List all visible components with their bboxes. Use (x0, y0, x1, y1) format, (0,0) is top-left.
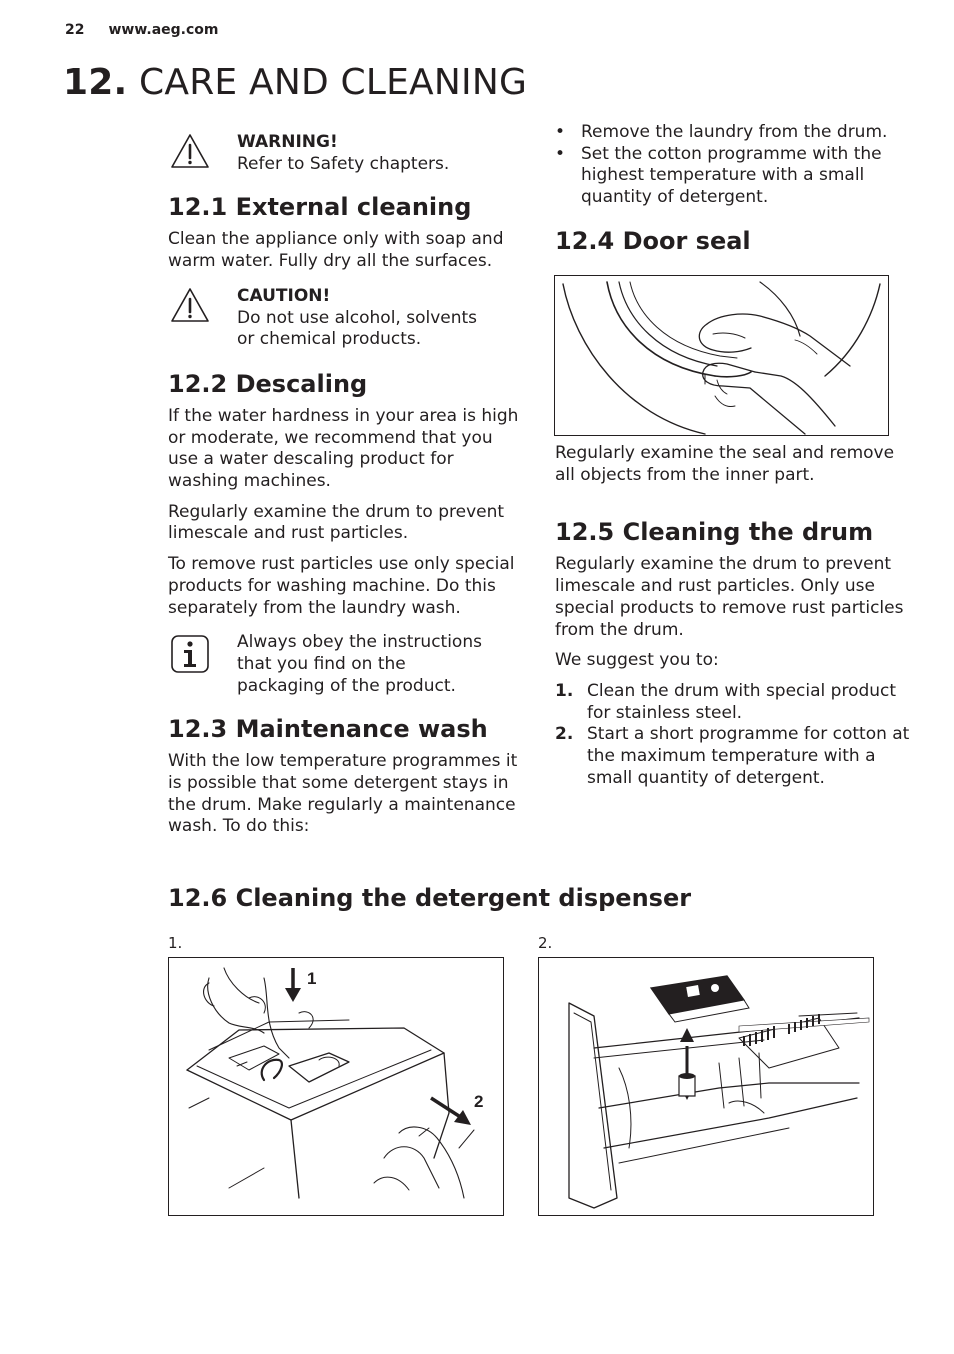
section-heading-12-5: 12.5 Cleaning the drum (555, 518, 874, 547)
chapter-title-text: CARE AND CLEANING (139, 62, 528, 103)
section-heading-12-4: 12.4 Door seal (555, 226, 751, 255)
section-heading-12-1: 12.1 External cleaning (168, 193, 472, 222)
section-heading-12-2: 12.2 Descaling (168, 369, 368, 398)
callout-1: 1 (307, 969, 317, 988)
info-icon (170, 634, 210, 674)
dispenser-removal-illustration (168, 957, 504, 1216)
callout-2: 2 (474, 1092, 484, 1111)
external-cleaning-text: Clean the appliance only with soap and warm water. Fully dry all the surfaces. (168, 229, 504, 272)
caution-label: CAUTION! (237, 285, 331, 306)
list-item: 1. Clean the drum with special product for stainless steel. (555, 680, 897, 723)
info-notice (168, 632, 520, 697)
maintenance-wash-text: With the low temperature programmes it is possible that some detergent stays in the drum. Make regularly a maintenance wash. To do this: (168, 751, 518, 837)
caution-notice (168, 286, 520, 351)
chapter-number: 12. (63, 62, 128, 103)
list-item: • Set the cotton programme with the highest temperature with a small quantity of detergent. (555, 144, 915, 209)
list-item: • Remove the laundry from the drum. (555, 122, 915, 144)
warning-triangle-icon (170, 132, 210, 170)
descaling-paragraph-2: Regularly examine the drum to prevent limescale and rust particles. (168, 501, 505, 544)
right-column-lower (555, 443, 915, 789)
caution-triangle-icon (170, 286, 210, 324)
figure-2-label: 2. (538, 934, 553, 952)
left-column (168, 132, 520, 838)
info-line-1: Always obey the instructions (237, 632, 482, 653)
drum-steps-list (555, 681, 915, 790)
door-seal-illustration (554, 275, 889, 436)
info-line-2: that you find on the (237, 653, 406, 674)
descaling-paragraph-1: If the water hardness in your area is high or moderate, we recommend that you use a water descaling product for washing machines. (168, 405, 519, 492)
door-seal-caption: Regularly examine the seal and remove all objects from the inner part. (555, 443, 895, 485)
warning-label: WARNING! (237, 132, 338, 152)
chapter-title (63, 62, 527, 103)
cleaning-drum-text: Regularly examine the drum to prevent limescale and rust particles. Only use special products to remove rust particles from the drum. (555, 554, 904, 640)
warning-text: Refer to Safety chapters. (237, 153, 450, 174)
warning-notice (168, 132, 520, 175)
list-item: 2. Start a short programme for cotton at the maximum temperature with a small quantity of detergent. (555, 724, 910, 788)
page-number: 22 (65, 22, 85, 38)
section-heading-12-6: 12.6 Cleaning the detergent dispenser (168, 884, 692, 912)
info-line-3: packaging of the product. (237, 675, 456, 696)
figure-1-label: 1. (168, 934, 183, 952)
dispenser-siphon-illustration (538, 957, 874, 1216)
section-heading-12-3: 12.3 Maintenance wash (168, 715, 488, 744)
descaling-paragraph-3: To remove rust particles use only special products for washing machine. Do this separately from the laundry wash. (168, 554, 515, 618)
right-column (555, 122, 915, 256)
site-url[interactable]: www.aeg.com (108, 22, 219, 38)
caution-line-2: or chemical products. (237, 329, 422, 350)
caution-line-1: Do not use alcohol, solvents (237, 307, 478, 328)
suggest-text: We suggest you to: (555, 650, 719, 671)
page-header (65, 22, 219, 38)
